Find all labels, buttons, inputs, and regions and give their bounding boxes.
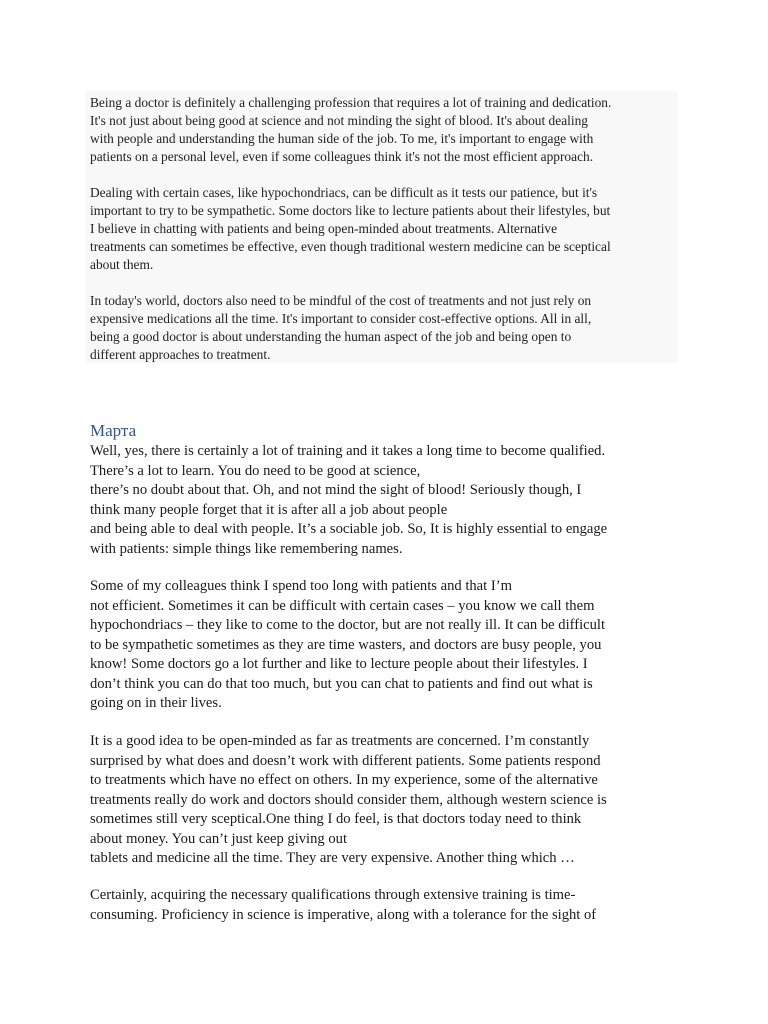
text-line: consuming. Proficiency in science is imperative, along with a tolerance for the sight of (90, 906, 597, 923)
summary-paragraph-2 (90, 184, 680, 274)
text-line: Well, yes, there is certainly a lot of training and it takes a long time to become qualified. (90, 443, 606, 459)
text-line: Some of my colleagues think I spend too long with patients and that I’m (90, 578, 512, 594)
text-line: and being able to deal with people. It’s a sociable job. So, It is highly essential to engage (90, 521, 608, 537)
text-line: Dealing with certain cases, like hypochondriacs, can be difficult as it tests our patience, but it's (90, 185, 598, 200)
text-line: surprised by what does and doesn’t work with different patients. Some patients respond (90, 752, 601, 769)
text-line: In today's world, doctors also need to be mindful of the cost of treatments and not just rely on (90, 293, 592, 308)
text-line: patients on a personal level, even if some colleagues think it's not the most efficient approach. (90, 149, 594, 164)
body-paragraph-4 (90, 886, 676, 925)
text-line: It's not just about being good at science and not minding the sight of blood. It's about dealing (90, 113, 588, 128)
text-line: about money. You can’t just keep giving out (90, 830, 347, 847)
text-line: important to try to be sympathetic. Some doctors like to lecture patients about their lifestyles, but (90, 203, 611, 218)
text-line: don’t think you can do that too much, but you can chat to patients and find out what is (90, 675, 593, 692)
text-line: treatments really do work and doctors should consider them, although western science is (90, 791, 607, 808)
text-line: sometimes still very sceptical.One thing I do feel, is that doctors today need to think (90, 811, 582, 827)
text-line: with people and understanding the human side of the job. To me, it's important to engage with (90, 131, 594, 146)
text-line: with patients: simple things like remembering names. (90, 540, 403, 557)
text-line: not efficient. Sometimes it can be difficult with certain cases – you know we call them (90, 597, 595, 614)
text-line: tablets and medicine all the time. They are very expensive. Another thing which … (90, 850, 575, 866)
text-line: It is a good idea to be open-minded as far as treatments are concerned. I’m constantly (90, 733, 590, 749)
text-line: to be sympathetic sometimes as they are time wasters, and doctors are busy people, you (90, 636, 602, 653)
text-line: I believe in chatting with patients and being open-minded about treatments. Alternative (90, 221, 558, 236)
text-line: expensive medications all the time. It's important to consider cost-effective options. All in all, (90, 311, 592, 326)
text-line: being a good doctor is about understanding the human aspect of the job and being open to (90, 329, 572, 344)
speaker-heading: Марта (90, 421, 137, 440)
text-line: know! Some doctors go a lot further and like to lecture people about their lifestyles. I (90, 656, 588, 672)
text-line: Being a doctor is definitely a challenging profession that requires a lot of training and dedication. (90, 95, 612, 110)
text-line: to treatments which have no effect on others. In my experience, some of the alternative (90, 772, 598, 788)
summary-paragraph-3 (90, 292, 680, 364)
body-paragraph-1 (90, 442, 676, 559)
text-line: there’s no doubt about that. Oh, and not mind the sight of blood! Seriously though, I (90, 482, 582, 498)
body-paragraph-3 (90, 732, 676, 869)
text-line: going on in their lives. (90, 695, 222, 711)
summary-paragraph-1 (90, 94, 680, 166)
text-line: think many people forget that it is after all a job about people (90, 501, 448, 518)
text-line: hypochondriacs – they like to come to the doctor, but are not really ill. It can be difficult (90, 617, 606, 633)
text-line: treatments can sometimes be effective, even though traditional western medicine can be sceptical (90, 239, 611, 254)
text-line: different approaches to treatment. (90, 347, 271, 362)
text-line: Certainly, acquiring the necessary qualifications through extensive training is time- (90, 887, 576, 903)
text-line: There’s a lot to learn. You do need to be good at science, (90, 462, 421, 479)
body-paragraph-2 (90, 577, 676, 714)
text-line: about them. (90, 257, 154, 272)
